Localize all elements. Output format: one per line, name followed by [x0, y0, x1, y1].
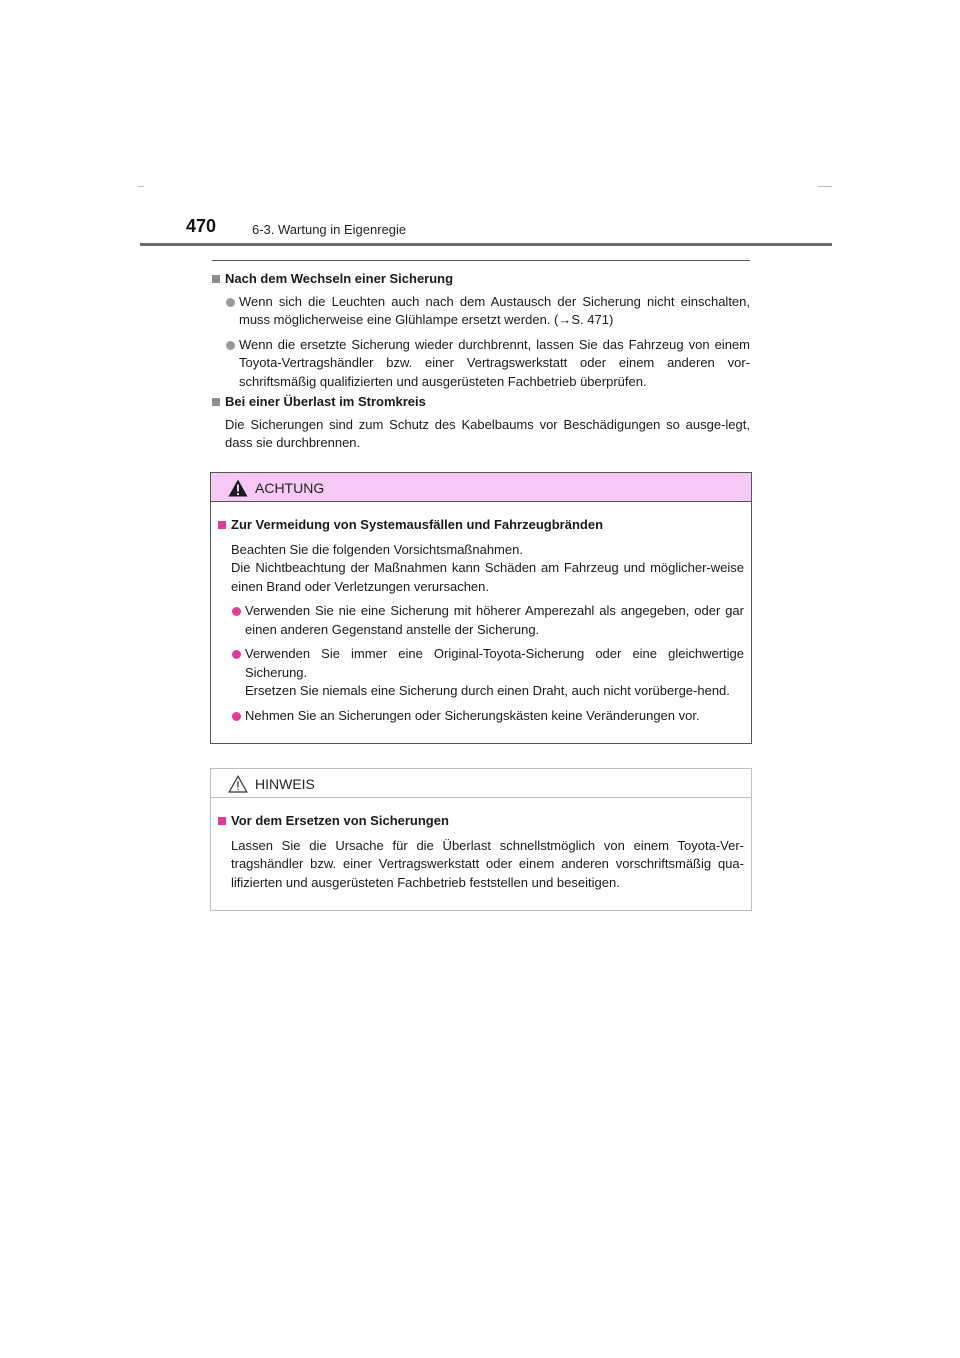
hinweis-header — [211, 769, 751, 798]
section-paragraph: Die Sicherungen sind zum Schutz des Kabelbaums vor Beschädigungen so ausge-legt, dass sie durchbrennen. — [225, 416, 750, 450]
achtung-header — [211, 473, 751, 502]
square-bullet-icon — [218, 521, 226, 529]
list-item: Nehmen Sie an Sicherungen oder Sicherungskästen keine Veränderungen vor. — [218, 707, 744, 726]
warning-triangle-icon — [228, 479, 248, 497]
round-bullet-icon — [232, 650, 241, 659]
achtung-heading: Zur Vermeidung von Systemausfällen und Fahrzeugbränden — [218, 516, 744, 535]
round-bullet-icon — [232, 607, 241, 616]
achtung-body — [211, 502, 751, 743]
page-header — [140, 212, 832, 248]
round-bullet-icon — [232, 712, 241, 721]
section-heading: Bei einer Überlast im Stromkreis — [212, 393, 750, 412]
content-divider — [212, 260, 750, 261]
warning-triangle-outline-icon — [228, 775, 248, 793]
hinweis-title: HINWEIS — [255, 776, 315, 792]
square-bullet-icon — [212, 398, 220, 406]
section-heading: Nach dem Wechseln einer Sicherung — [212, 270, 750, 289]
round-bullet-icon — [226, 341, 235, 350]
list-item: Verwenden Sie nie eine Sicherung mit höherer Amperezahl als angegeben, oder gar einen anderen Gegenstand anstelle der Sicherung. — [218, 602, 744, 639]
achtung-title: ACHTUNG — [255, 480, 325, 496]
crop-mark-left — [138, 186, 144, 187]
hinweis-paragraph: Lassen Sie die Ursache für die Überlast schnellstmöglich von einem Toyota-Ver-tragshändler bzw. einer Vertragswerkstatt oder einem anderen vorschriftsmäßig qua-lifizierten und ausgerüsteten Fachbetrieb feststellen und beseitigen. — [231, 837, 744, 890]
hinweis-heading: Vor dem Ersetzen von Sicherungen — [218, 812, 744, 831]
list-item: Wenn sich die Leuchten auch nach dem Austausch der Sicherung nicht einschalten, muss möglicherweise eine Glühlampe ersetzt werden. (→S. 471) — [212, 293, 750, 330]
crop-mark-right — [818, 186, 832, 187]
square-bullet-icon — [212, 275, 220, 283]
page-number: 470 — [186, 216, 217, 236]
round-bullet-icon — [226, 298, 235, 307]
hinweis-notice-box — [210, 768, 752, 911]
achtung-intro: Beachten Sie die folgenden Vorsichtsmaßnahmen. Die Nichtbeachtung der Maßnahmen kann Schäden am Fahrzeug und möglicher-weise einen Brand oder Verletzungen verursachen. — [231, 541, 744, 594]
achtung-warning-box — [210, 472, 752, 744]
hinweis-body — [211, 798, 751, 910]
list-item: Wenn die ersetzte Sicherung wieder durchbrennt, lassen Sie das Fahrzeug von einem Toyota-Vertragshändler bzw. einer Vertragswerkstatt oder einem anderen vor-schriftsmäßig qualifizierten und ausgerüsteten Fachbetrieb überprüfen. — [212, 336, 750, 392]
list-item: Verwenden Sie immer eine Original-Toyota-Sicherung oder eine gleichwertige Sicherung. Ersetzen Sie niemals eine Sicherung durch einen Draht, auch nicht vorüberge-hend. — [218, 645, 744, 701]
section-after-replacing-fuse — [212, 270, 750, 397]
square-bullet-icon — [218, 817, 226, 825]
section-circuit-overload — [212, 393, 750, 453]
section-title: 6-3. Wartung in Eigenregie — [252, 222, 407, 237]
header-rule — [140, 243, 832, 246]
